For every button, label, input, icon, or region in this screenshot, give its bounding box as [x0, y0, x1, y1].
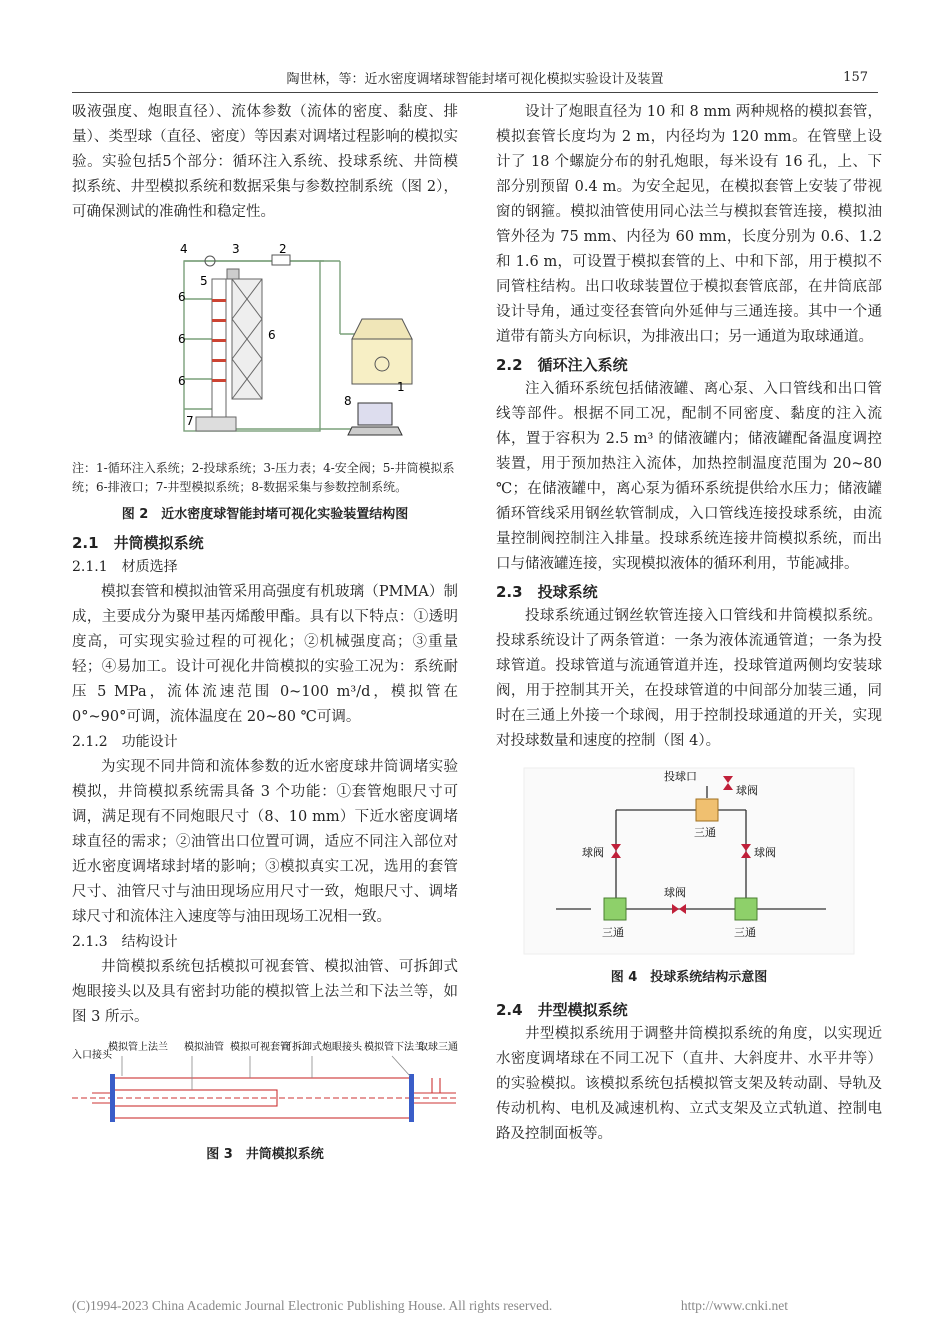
fig2-label-8: 8 [344, 394, 352, 408]
fig3-diagram [72, 1038, 458, 1133]
fig2-label-6b: 6 [178, 332, 186, 346]
section-2-2: 2.2 循环注入系统 [496, 356, 628, 374]
right-column [496, 100, 882, 1147]
para-right-1: 设计了炮眼直径为 10 和 8 mm 两种规格的模拟套管，模拟套管长度均为 2 m，内径均为 120 mm。在管壁上设计了 18 个螺旋分布的射孔炮眼，每米设有 16 孔，上、下部分别预留 0.4 m。为安全起见，在模拟套管上安装了带视窗的钢箍。模拟油管使用同心法兰与模拟套管连接，模拟油管外径为 75 mm、内径为 60 mm，长度分别为 0.6、1.2 和 1.6 m，可设置于模拟套管的上、中和下部，用于模拟不同管柱结构。出口收球装置位于模拟套管底部，在井筒底部设计导角，通过变径套管向外延伸与三通连接。其中一个通道带有箭头方向标识，为排液出口；另一通道为取球通道。 [496, 104, 882, 345]
fig3-caption: 图 3 井筒模拟系统 [206, 1147, 324, 1162]
fig3-label-tubing: 模拟油管 [184, 1042, 224, 1053]
fig4-caption: 图 4 投球系统结构示意图 [610, 970, 768, 985]
fig3-label-inlet: 入口接头 [72, 1050, 112, 1061]
fig2-label-7: 7 [186, 414, 194, 428]
figure-2 [72, 239, 458, 522]
section-2-1-2: 2.1.2 功能设计 [72, 734, 178, 750]
fig2-diagram [72, 239, 458, 449]
footer-copyright: (C)1994-2023 China Academic Journal Electronic Publishing House. All rights reserved. [72, 1298, 553, 1313]
fig4-label-valve-bottom: 球阀 [664, 886, 686, 899]
fig4-label-valve-left: 球阀 [582, 846, 604, 859]
fig2-label-1: 1 [397, 380, 405, 394]
fig2-label-4: 4 [180, 242, 188, 256]
fig2-label-3: 3 [232, 242, 240, 256]
fig2-label-6d: 6 [268, 328, 276, 342]
fig4-tee-top [696, 799, 718, 821]
fig3-label-perforation: 可拆卸式炮眼接头 [282, 1042, 362, 1053]
para-2-1-1: 模拟套管和模拟油管采用高强度有机玻璃（PMMA）制成，主要成分为聚甲基丙烯酸甲酯。具有以下特点：①透明度高，可实现实验过程的可视化；②机械强度高；③重量轻；④易加工。设计可视化井筒模拟的实验工况为：系统耐压 5 MPa，流体流速范围 0~100 m³/d，模拟管在 0°~90°可调，流体温度在 20~80 ℃可调。 [72, 584, 458, 725]
fig2-tank [352, 319, 412, 384]
fig4-label-tee-left: 三通 [602, 926, 624, 939]
para-2-4: 井型模拟系统用于调整井筒模拟系统的角度，以实现近水密度调堵球在不同工况下（直井、大斜度井、水平井等）的实验模拟。该模拟系统包括模拟管支架及转动副、导轨及传动机构、电机及减速机构、立式支架及立式轨道、控制电路及控制面板等。 [496, 1026, 882, 1142]
section-2-4: 2.4 井型模拟系统 [496, 1001, 628, 1019]
fig4-label-ball-inlet: 投球口 [664, 770, 697, 783]
section-2-1-3: 2.1.3 结构设计 [72, 934, 178, 950]
fig2-label-5: 5 [200, 274, 208, 288]
section-2-1-1: 2.1.1 材质选择 [72, 559, 178, 575]
footer-url: http://www.cnki.net [680, 1298, 788, 1313]
running-header [72, 68, 878, 93]
fig2-caption: 图 2 近水密度球智能封堵可视化实验装置结构图 [121, 507, 409, 522]
intro-paragraph: 吸液强度、炮眼直径）、流体参数（流体的密度、黏度、排量）、类型球（直径、密度）等因素对调堵过程影响的模拟实验。实验包括5个部分：循环注入系统、投球系统、井筒模拟系统、井型模拟系统和数据采集与参数控制系统（图 2），可确保测试的准确性和稳定性。 [72, 104, 458, 220]
figure-3 [72, 1038, 458, 1162]
fig4-diagram [496, 766, 882, 956]
para-2-1-3: 井筒模拟系统包括模拟可视套管、模拟油管、可拆卸式炮眼接头以及具有密封功能的模拟管上法兰和下法兰等，如图 3 所示。 [72, 959, 458, 1025]
fig4-label-tee-right: 三通 [734, 926, 756, 939]
para-2-1-2: 为实现不同井筒和流体参数的近水密度球井筒调堵实验模拟，井筒模拟系统需具备 3 个功能：①套管炮眼尺寸可调，满足现有不同炮眼尺寸（8、10 mm）下近水密度调堵球直径的需求；②油管出口位置可调，适应不同注入部位对近水密度调堵球封堵的影响；③模拟真实工况，选用的套管尺寸、油管尺寸与油田现场应用尺寸一致，炮眼尺寸、调堵球尺寸和流体注入速度等与油田现场工况相一致。 [72, 759, 458, 925]
header-title: 陶世林，等：近水密度调堵球智能封堵可视化模拟实验设计及装置 [286, 72, 664, 87]
section-2-3: 2.3 投球系统 [496, 583, 598, 601]
left-column [72, 100, 458, 1172]
fig3-label-tee: 取球三通 [418, 1042, 458, 1053]
fig2-label-6c: 6 [178, 374, 186, 388]
figure-4 [496, 766, 882, 985]
section-2-1: 2.1 井筒模拟系统 [72, 534, 204, 552]
para-2-2: 注入循环系统包括储液罐、离心泵、入口管线和出口管线等部件。根据不同工况，配制不同密度、黏度的注入流体，置于容积为 2.5 m³ 的储液罐内；储液罐配备温度调控装置，用于预加热注入流体，加热控制温度范围为 20~80 ℃；在储液罐中，离心泵为循环系统提供给水压力；储液罐循环管线采用钢丝软管制成，入口管线连接投球系统，由流量控制阀控制注入排量。投球系统连接井筒模拟系统，而出口与储液罐连接，实现模拟液体的循环利用，节能减排。 [496, 381, 882, 572]
fig4-label-tee-top: 三通 [694, 826, 716, 839]
fig3-label-lower-flange: 模拟管下法兰 [364, 1042, 424, 1053]
fig2-label-2: 2 [279, 242, 287, 256]
fig4-tee-left [604, 898, 626, 920]
page-number: 157 [843, 70, 868, 85]
fig2-label-6a: 6 [178, 290, 186, 304]
fig2-note: 注：1-循环注入系统；2-投球系统；3-压力表；4-安全阀；5-井筒模拟系统；6-排液口；7-井型模拟系统；8-数据采集与参数控制系统。 [72, 461, 455, 494]
laptop-icon [348, 403, 402, 435]
fig4-label-valve-top: 球阀 [736, 784, 758, 797]
footer [72, 1298, 878, 1314]
fig3-label-casing: 模拟可视套管 [230, 1042, 290, 1053]
fig2-valves [212, 299, 226, 382]
para-2-3: 投球系统通过钢丝软管连接入口管线和井筒模拟系统。投球系统设计了两条管道：一条为液体流通管道；一条为投球管道。投球管道与流通管道并连，投球管道两侧均安装球阀，用于控制其开关，在投球管道的中间部分加装三通，同时在三通上外接一个球阀，用于控制投球通道的开关，实现对投球数量和速度的控制（图 4）。 [496, 608, 882, 749]
fig3-label-upper-flange: 模拟管上法兰 [108, 1042, 168, 1053]
fig4-tee-right [735, 898, 757, 920]
fig4-label-valve-right: 球阀 [754, 846, 776, 859]
